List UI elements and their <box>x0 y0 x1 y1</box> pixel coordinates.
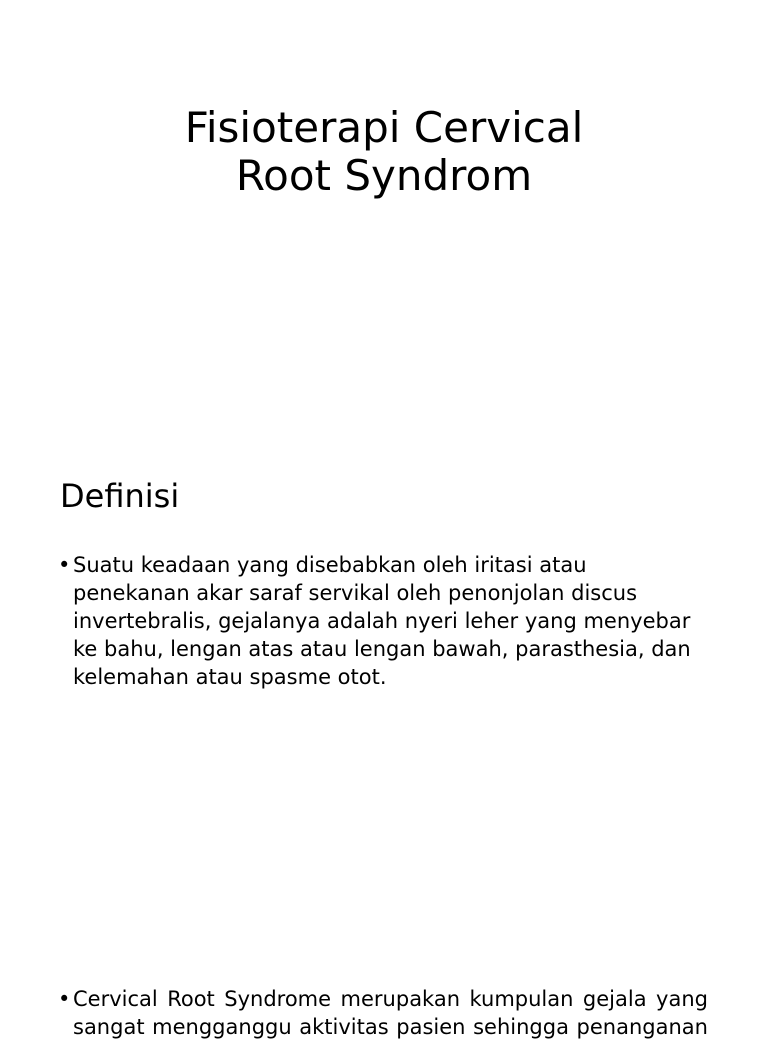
slide-definition <box>0 450 768 780</box>
bullet-list <box>58 985 708 1041</box>
presentation-title <box>0 104 768 200</box>
title-line-2: Root Syndrom <box>235 151 533 201</box>
bullet-item <box>58 551 708 691</box>
bullet-list <box>58 551 708 691</box>
bullet-text: Suatu keadaan yang disebabkan oleh iritasi atau penekanan akar saraf servikal oleh penonjolan discus invertebralis, gejalanya adalah nyeri leher yang menyebar ke bahu, lengan atas atau lengan bawah, parasthesia, dan kelemahan atau spasme otot. <box>73 553 691 689</box>
bullet-item <box>58 985 708 1041</box>
slide-heading: Definisi <box>60 477 180 515</box>
bullet-icon: • <box>58 553 71 577</box>
bullet-icon: • <box>58 987 71 1011</box>
bullet-text: Cervical Root Syndrome merupakan kumpulan gejala yang sangat mengganggu aktivitas pasien sehingga penanganan <box>73 987 708 1039</box>
slide-continuation <box>0 960 768 1039</box>
title-line-1: Fisioterapi Cervical <box>184 103 584 153</box>
slide-title <box>0 0 768 300</box>
